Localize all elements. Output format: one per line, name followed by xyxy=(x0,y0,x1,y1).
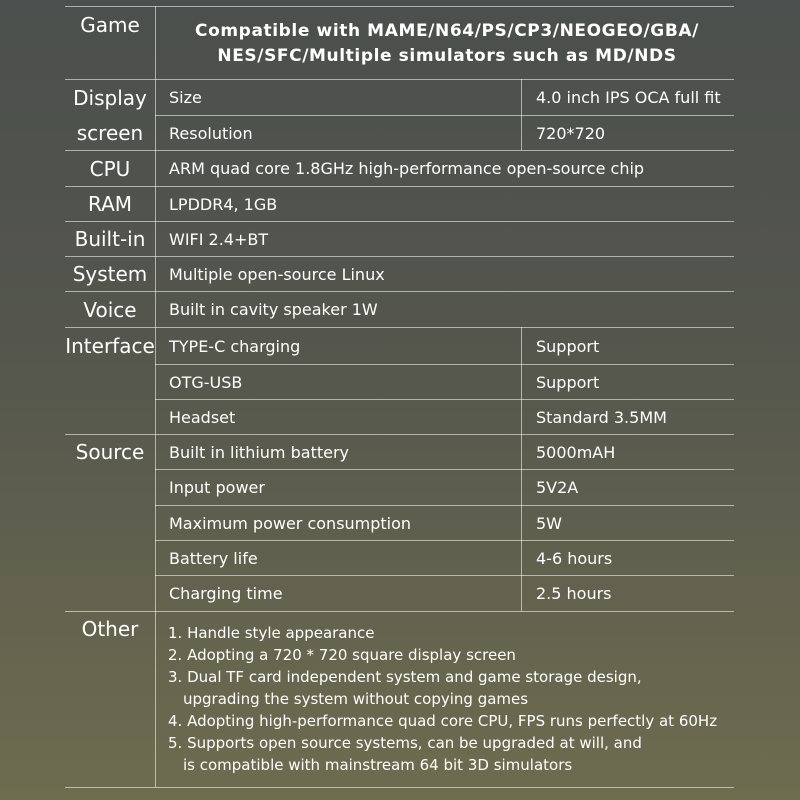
game-compat-line1: Compatible with MAME/N64/PS/CP3/NEOGEO/GBA/ xyxy=(195,21,699,41)
feature-item: 4. Adopting high-performance quad core CPU, FPS runs perfectly at 60Hz xyxy=(168,712,718,730)
row-label-display: Display xyxy=(73,85,147,110)
spec-value: Support xyxy=(536,372,600,392)
game-compat-line2: NES/SFC/Multiple simulators such as MD/NDS xyxy=(217,46,677,66)
other-features-list xyxy=(168,622,738,776)
feature-item: 3. Dual TF card independent system and game storage design, xyxy=(168,668,642,686)
feature-item: 2. Adopting a 720 * 720 square display screen xyxy=(168,646,516,664)
row-label-other: Other xyxy=(81,617,139,641)
spec-value: WIFI 2.4+BT xyxy=(169,229,269,249)
spec-value: 4.0 inch IPS OCA full fit xyxy=(536,88,721,107)
spec-name: Maximum power consumption xyxy=(169,513,412,533)
feature-item: 1. Handle style appearance xyxy=(168,624,375,642)
spec-value: 5V2A xyxy=(536,478,579,497)
spec-name: Built in lithium battery xyxy=(169,442,349,462)
spec-value: 4-6 hours xyxy=(536,548,613,568)
spec-value: Standard 3.5MM xyxy=(536,407,667,427)
spec-value: 720*720 xyxy=(536,123,606,143)
spec-name: Headset xyxy=(169,407,236,427)
spec-name: Input power xyxy=(169,478,265,497)
spec-name: Charging time xyxy=(169,584,283,603)
row-label-system: System xyxy=(72,262,148,286)
row-label-screen: screen xyxy=(76,121,144,145)
spec-name: Battery life xyxy=(169,548,258,568)
row-label-voice: Voice xyxy=(83,297,137,322)
divider xyxy=(65,611,734,612)
spec-value: Built in cavity speaker 1W xyxy=(169,300,378,319)
spec-value: 2.5 hours xyxy=(536,584,612,603)
spec-name: Size xyxy=(169,88,202,107)
spec-value: Multiple open-source Linux xyxy=(169,264,385,284)
spec-value: LPDDR4, 1GB xyxy=(169,194,278,214)
feature-item-continuation: upgrading the system without copying games xyxy=(183,690,529,708)
spec-name: TYPE-C charging xyxy=(169,336,301,356)
game-compatibility xyxy=(160,14,734,74)
row-label-builtin: Built-in xyxy=(74,227,146,251)
row-label-source: Source xyxy=(75,440,145,464)
row-label-interface: Interface xyxy=(65,334,155,358)
spec-name: Resolution xyxy=(169,123,253,143)
feature-item-continuation: is compatible with mainstream 64 bit 3D simulators xyxy=(183,756,573,774)
spec-value: 5W xyxy=(536,513,562,533)
spec-value: Support xyxy=(536,336,600,356)
row-label-cpu: CPU xyxy=(89,156,131,181)
divider xyxy=(65,787,734,788)
feature-item: 5. Supports open source systems, can be upgraded at will, and xyxy=(168,734,642,752)
spec-name: OTG-USB xyxy=(169,372,243,392)
spec-value: ARM quad core 1.8GHz high-performance open-source chip xyxy=(169,159,645,178)
spec-value: 5000mAH xyxy=(536,442,616,462)
row-label-ram: RAM xyxy=(87,192,133,216)
row-label-game: Game xyxy=(80,13,140,37)
divider xyxy=(65,6,734,7)
